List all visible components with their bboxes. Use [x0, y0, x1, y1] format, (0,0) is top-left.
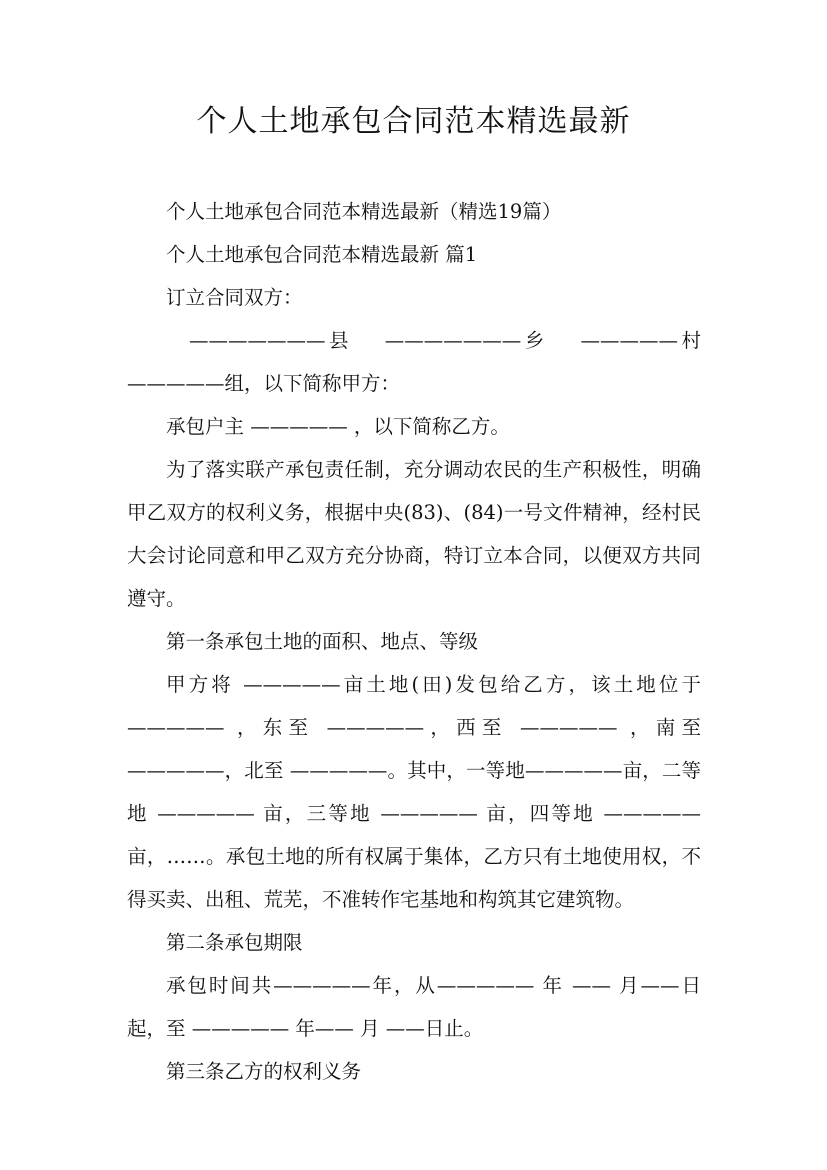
paragraph-clause-1-body: 甲方将 —————亩土地(田)发包给乙方，该土地位于————— ，东至 —————，西至 ————— ，南至—————，北至 —————。其中，一等地—————亩，二等地 ————— 亩，三等地 ————— 亩，四等地 —————亩，……。承包土地的所有权属于集体，乙方只有土地使用权，不得买卖、出租、荒芜，不准转作宅基地和构筑其它建筑物。	[127, 673, 701, 911]
paragraph-clause-3-heading: 第三条乙方的权利义务	[166, 1060, 362, 1083]
paragraph-clause-2-heading: 第二条承包期限	[166, 931, 303, 954]
paragraph-party-b: 承包户主 ————— ，以下简称乙方。	[166, 415, 510, 438]
paragraph-clause-1-heading: 第一条承包土地的面积、地点、等级	[166, 630, 479, 653]
paragraph-article-heading: 个人土地承包合同范本精选最新 篇1	[166, 243, 478, 266]
paragraph-parties-label: 订立合同双方：	[166, 286, 303, 309]
paragraph-clause-2-body: 承包时间共—————年，从————— 年 —— 月——日起，至 ————— 年—— 月 ——日止。	[127, 974, 701, 1040]
document-title: 个人土地承包合同范本精选最新	[196, 104, 631, 139]
paragraph-party-a: ———————县 ———————乡 —————村—————组，以下简称甲方：	[127, 329, 701, 395]
document-body	[127, 190, 701, 1093]
paragraph-preamble: 为了落实联产承包责任制，充分调动农民的生产积极性，明确甲乙双方的权利义务，根据中央(83)、(84)一号文件精神，经村民大会讨论同意和甲乙双方充分协商，特订立本合同，以便双方共同遵守。	[127, 458, 701, 610]
paragraph-collection-heading: 个人土地承包合同范本精选最新（精选19篇）	[166, 200, 562, 223]
